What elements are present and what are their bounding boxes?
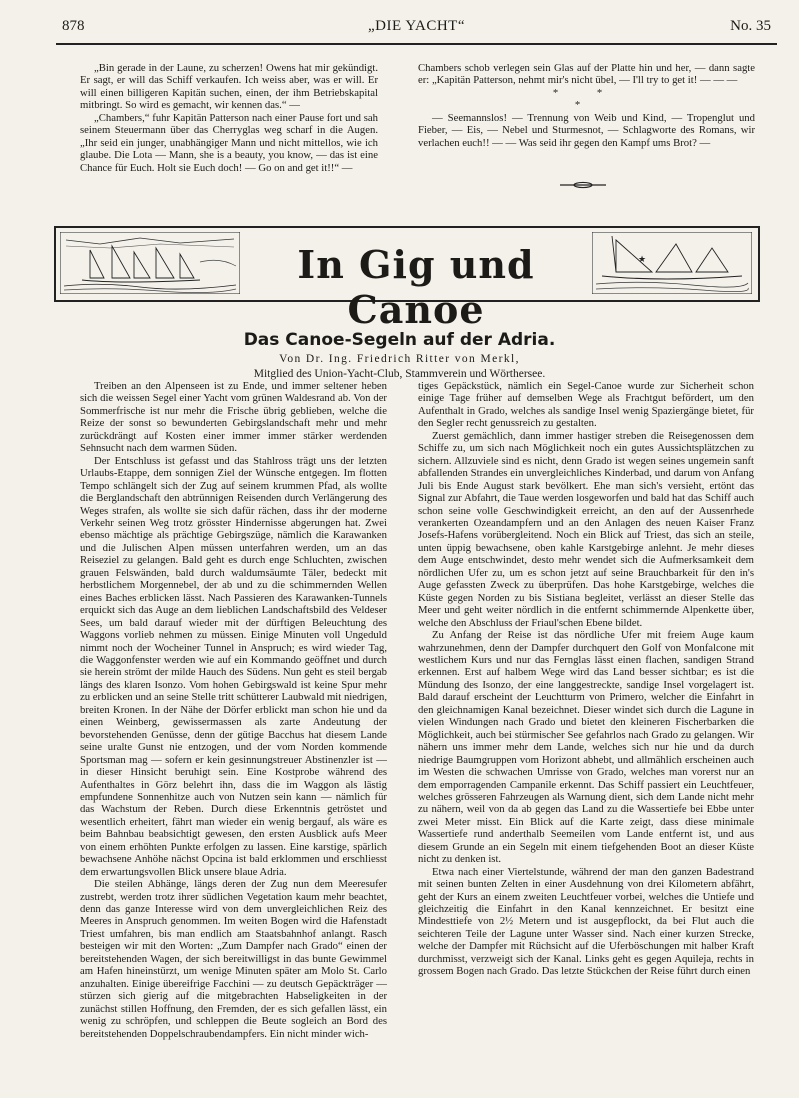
story-paragraph: — Seemannslos! — Trennung von Weib und Kind, — Tropenglut und Fieber, — Eis, — Nebel und Sturmesnot, — Schlagworte des Romans, wir verlachen euch!! — — Was seid ihr gegen den Kampf ums Brot? — <box>418 111 755 149</box>
header-rule <box>56 43 777 45</box>
story-continuation-right <box>418 62 755 149</box>
asterism-center: * <box>574 99 599 112</box>
article-paragraph: tiges Gepäckstück, nämlich ein Segel-Canoe wurde zur Sicherheit schon einige Tage früher auf demselben Wege als Frachtgut befördert, um den Aufenthalt in Grado, welches als sandige Insel wenig Spaziergänge bietet, für den Segler recht genussreich zu gestalten. <box>418 380 754 430</box>
story-paragraph: Chambers schob verlegen sein Glas auf der Platte hin und her, — dann sagte er: „Kapitän Patterson, nehmt mir's nicht übel, — I'll try to get it! — — — <box>418 62 755 87</box>
article-paragraph: Die steilen Abhänge, längs deren der Zug nun dem Meeresufer zustrebt, werden trotz ihrer südlichen Vegetation kaum mehr beachtet, denn das ganze Interesse wird von dem unvergleichlichen Reiz des Meeres in Anspruch genommen. Im weiten Bogen wird die Hafenstadt Triest umfahren, bis man endlich am Staatsbahnhof anlangt. Rasch besteigen wir mit den Worten: „Zum Dampfer nach Grado“ einen der bereitstehenden Wagen, der sich bereitwilligst in das bunte Gewimmel am Hafen hineinstürzt, um wenige Minuten später am Molo St. Carlo anzuhalten. Einige übereifrige Facchini — zu deutsch Gepäckträger — stürzen sich gierig auf die mitgebrachten Habseligkeiten in der zunächst stillen Hoffnung, den Fremden, der es sich gefallen lässt, ein wenig zu schröpfen, und schleppen die Beute sogleich an Bord des bereitstehenden Doppelschraubendampfers. Ein nicht minder wich- <box>80 878 387 1040</box>
canoe-illustration <box>592 232 752 294</box>
article-byline: Von Dr. Ing. Friedrich Ritter von Merkl, <box>279 353 520 365</box>
asterism-top: * * <box>552 86 621 99</box>
section-banner <box>54 226 760 332</box>
svg-text:★: ★ <box>638 255 647 265</box>
page-number: 878 <box>62 18 85 34</box>
story-paragraph: „Chambers,“ fuhr Kapitän Patterson nach einer Pause fort und sah seinem Steuermann über das Cherryglas weg scharf in die Augen. „Ihr seid ein junger, unabhängiger Mann und nicht mittellos, wie ich glaube. Die Lota — Mann, she is a beauty, you know, — das ist eine Chance für Euch. Holt sie Euch doch! — Go on and get it!!“ — <box>80 111 378 174</box>
article-column-right <box>418 380 754 978</box>
article-title: Das Canoe-Segeln auf der Adria. <box>243 330 556 350</box>
running-header <box>62 18 771 40</box>
article-column-left <box>80 380 387 1040</box>
issue-number: No. 35 <box>730 18 771 34</box>
journal-title: „DIE YACHT“ <box>367 18 465 34</box>
article-paragraph: Treiben an den Alpenseen ist zu Ende, und immer seltener heben sich die weissen Segel einer Yacht vom grünen Waldesrand ab. Von der Sommerfrische ist nur mehr die Frische übrig geblieben, welche die Reize der sonst so bewunderten Gebirgslandschaft mehr und mehr zurückdrängt auf Kosten einer immer immer stärker werdenden Sehnsucht nach dem warmen Süden. <box>80 380 387 455</box>
banner-title: In Gig und Canoe <box>297 242 535 332</box>
sailboats-illustration <box>60 232 240 294</box>
story-continuation-left <box>80 62 378 174</box>
article-paragraph: Der Entschluss ist gefasst und das Stahlross trägt uns der letzten Urlaubs-Etappe, dem sonnigen Ziel der Wünsche entgegen. Im flotten Tempo schlängelt sich der Zug auf seinem krummen Pfad, als wollte die Berglandschaft den abtrünnigen Reisenden durch Verlängerung des Weges strafen, als wollte sie sich dafür rächen, dass ihr der moderne Verkehr seinen Weg trotz grösster Hindernisse abgerungen hat. Zwei ebenso mächtige als prächtige Gebirgszüge, nämlich die Karawanken und die Julischen Alpen müssen unterfahren werden, um an das Reiseziel zu gelangen. Bald geht es durch enge Schluchten, zwischen grauen Felswänden, bald durch waldumsäumte Täler, bedeckt mit herbstlichem Morgennebel, der ab und zu die schimmernden Wellen eines Baches erblicken lässt. Nach Passieren des Karawanken-Tunnels erquickt sich das Auge an dem lieblichen Landschaftsbild des Veldeser Sees, um bald darauf wieder mit der dürftigen Beleuchtung des Waggons vorlieb nehmen zu müssen. Einige Minuten voll Ungeduld nimmt noch der Wocheiner Tunnel in Anspruch; es wird wieder Tag, die Waggonfenster werden wie auf ein Kommando geöffnet und durch sie herein strömt der milde Hauch des Südens. Nun geht es steil bergab längs des klaren Isonzo. Vom hohen Gebirgswald ist keine Spur mehr zu erblicken und an seine Stelle tritt schütterer Laubwald mit niedrigen, breiten Kronen. In der Nähe der Dörfer erblickt man schon hie und da einen Weinberg, gewissermassen als zarte Andeutung der bevorstehenden Genüsse, denn der gütige Bacchus hat diesem Lande seine uralte Gunst nie entzogen, und der vom Norden kommende Sportsman mag — sofern er kein gesinnungstreuer Abstinenzler ist — in dieser Hinsicht beruhigt sein. Eine Kostprobe während des Aufenthaltes in Görz belehrt ihn, dass die im Waggon als lästig empfundene Sonnenhitze auch von Nutzen sein kann — nämlich für das Wachstum der Reben. Durch diese Erkenntnis getröstet und wesentlich erheitert, fährt man wieder ein wenig bergauf, als wäre es beim Bahnbau beabsichtigt gewesen, den ersten Ausblick aufs Meer von einem erhöhten Punkte erfolgen zu lassen. Eine karstige, spärlich bewachsene Anhöhe nächst Opcina ist bald erklommen und erschliesst dem erwartungsvollen Blick unsere blaue Adria. <box>80 454 387 878</box>
article-paragraph: Etwa nach einer Viertelstunde, während der man den ganzen Badestrand mit seinen bunten Zelten in einer Ausdehnung von drei Kilometern abfährt, geht der Kurs an einem zweiten Leuchtfeuer vorbei, welches die Untiefe und gleichzeitig die Einfahrt in den Kanal kennzeichnet. Er besitzt eine Mindesttiefe von 2½ Metern und ist ausgepflockt, da bei Flut auch die seichteren Teile der Lagune unter Wasser sind. Nach einer kurzen Strecke, welche der Dampfer mit Rüchsicht auf die Uferböschungen mit halber Kraft durchmisst, verzweigt sich der Kanal. Links geht es gegen Aquileja, rechts in grossem Bogen nach Grado. Das letzte Stückchen der Reise führt durch einen <box>418 865 754 978</box>
section-end-ornament <box>558 181 608 189</box>
article-paragraph: Zuerst gemächlich, dann immer hastiger streben die Reisegenossen dem Schiffe zu, um sich nach Möglichkeit noch ein gutes Aussichtsplätzchen zu sichern. Allzuviele sind es nicht, denn Grado ist wegen seines ungemein sanft abfallenden Strandes ein unvergleichliches Kinderbad, und darum von Anfang Juli bis Ende August stark bevölkert. Ehe man sich's versieht, ertönt das Signal zur Abfahrt, die Taue werden losgeworfen und bald hat das Schiff auch schon seine volle Geschwindigkeit erreicht, an den auf der Aussenrhede verankerten Ozeandampfern und an den Anlagen des neuen Kaiser Franz Josefs-Hafens vorübergleitend. Noch ein Blick auf Triest, das sich an steile, unten üppig bewachsene, oben kahle Karstgebirge anlehnt. Je mehr dieses dem Auge entschwindet, desto mehr wendet sich die Aufmerksamkeit dem nördlichen Ufer zu, um es schon jetzt auf seine Brauchbarkeit für den in's Auge gefassten Zweck zu überprüfen. Das hohe Karstgebirge, welches die Küste gegen Norden zu bis Sistiana begleitet, verlässt an dieser Stelle das Meer und geht weiter nördlich in die entfernt schimmernde Alpenkette über, welche den Abschluss der Friaul'schen Ebene bildet. <box>418 429 754 629</box>
article-paragraph: Zu Anfang der Reise ist das nördliche Ufer mit freiem Auge kaum wahrzunehmen, denn der Dampfer durchquert den Golf von Monfalcone mit westlichem Kurs und nur das Fernglas lässt einen flachen, sandigen Strand erkennen. Erst auf halbem Wege wird das Land besser sichtbar; es ist die Mündung des Isonzo, der eine langgestreckte, sandige Insel vorgelagert ist. Bald darauf erscheint der Leuchtturm von Primero, welcher die Einfahrt in den gleichnamigen Kanal bezeichnet. Dieser windet sich durch die Lagune in vielen Windungen nach Grado und bietet den kleineren Fischerbarken die Möglichkeit, auch bei stürmischer See gefahrlos nach Grado zu gelangen. Wir nähern uns immer mehr dem Lande, welches sich nur hie und da durch niedrige Baumgruppen vom Horizont abhebt, und allmählich erscheinen auch im Westen die schwachen Umrisse von Grado, welches man vorerst nur an dem emporragenden Campanile erkennt. Das Schiff passiert ein Leuchtfeuer, welches grösseren Fahrzeugen als Warnung dient, sich dem Lande nicht mehr zu nähern, weil von da ab gegen das Land zu die Wassertiefe bei Ebbe unter zwei Meter misst. Ein Blick auf die Karte zeigt, dass diese minimale Wassertiefe rund anderthalb Seemeilen vom Lande entfernt ist, und aus diesem Grunde an ein Segeln mit einem tiefgehenden Boot an dieser Küste nicht zu denken ist. <box>418 629 754 866</box>
story-paragraph: „Bin gerade in der Laune, zu scherzen! Owens hat mir gekündigt. Er sagt, er will das Schiff verkaufen. Ich weiss aber, was er will. Er will einen billigeren Kapitän suchen, einen, der ihm Betriebskapital mitbringt. So wird es gemacht, wir kennen das.“ — <box>80 62 378 112</box>
article-affiliation: Mitglied des Union-Yacht-Club, Stammverein und Wörthersee. <box>253 368 546 380</box>
